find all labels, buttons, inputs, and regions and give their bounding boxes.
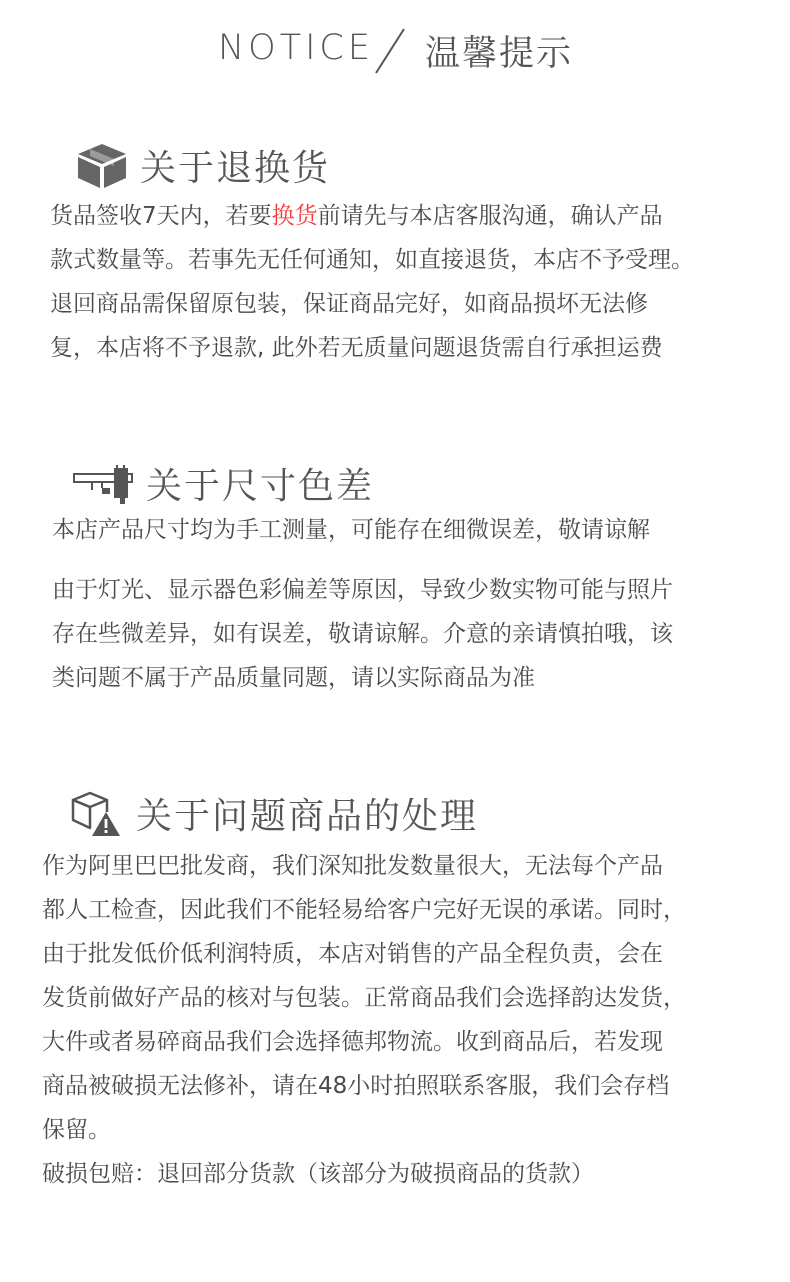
- damaged-line-5: 大件或者易碎商品我们会选择德邦物流。收到商品后，若发现: [42, 1029, 663, 1055]
- notice-title-cn: 温馨提示: [425, 34, 574, 74]
- damaged-line-7: 保留。: [42, 1117, 111, 1143]
- notice-title-en: NOTICE: [218, 28, 374, 68]
- returns-line-3: 退回商品需保留原包装，保证商品完好，如商品损坏无法修: [50, 291, 648, 317]
- section-returns-title: 关于退换货: [140, 148, 331, 189]
- returns-line-1a: 货品签收7天内，若要: [50, 203, 272, 229]
- returns-line-1b: 前请先与本店客服沟通，确认产品: [317, 203, 663, 229]
- damaged-line-4: 发货前做好产品的核对与包装。正常商品我们会选择韵达发货，: [42, 985, 686, 1011]
- caliper-icon: [72, 464, 136, 504]
- size-line-2: 存在些微差异，如有误差，敬请谅解。介意的亲请慎拍哦，该: [52, 621, 673, 647]
- size-text-1: 本店产品尺寸均为手工测量，可能存在细微误差，敬请谅解: [52, 517, 650, 543]
- damaged-line-1: 作为阿里巴巴批发商，我们深知批发数量很大，无法每个产品: [42, 853, 663, 879]
- damaged-line-6: 商品被破损无法修补，请在48小时拍照联系客服，我们会存档: [42, 1073, 670, 1099]
- returns-line-2: 款式数量等。若事先无任何通知，如直接退货，本店不予受理。: [50, 247, 694, 273]
- damaged-text: [42, 844, 686, 1196]
- damaged-box-warning-icon: [70, 790, 122, 838]
- size-line-3: 类问题不属于产品质量同题，请以实际商品为准: [52, 665, 535, 691]
- section-size-heading: [72, 458, 374, 509]
- section-damaged-heading: [70, 788, 478, 839]
- damaged-line-2: 都人工检查，因此我们不能轻易给客户完好无误的承诺。同时，: [42, 897, 686, 923]
- damaged-line-3: 由于批发低价低利润特质，本店对销售的产品全程负责，会在: [42, 941, 663, 967]
- package-box-icon: [76, 142, 128, 190]
- size-text-2: [52, 568, 673, 700]
- damaged-line-8: 破损包赔：退回部分货款（该部分为破损商品的货款）: [42, 1161, 594, 1187]
- returns-highlight-exchange: 换货: [271, 203, 318, 229]
- size-line-1: 由于灯光、显示器色彩偏差等原因，导致少数实物可能与照片: [52, 577, 673, 603]
- slash-divider: [370, 26, 410, 76]
- notice-header: [0, 22, 790, 82]
- section-size-title: 关于尺寸色差: [146, 466, 375, 507]
- section-returns-heading: [76, 140, 330, 191]
- section-damaged-title: 关于问题商品的处理: [136, 796, 479, 837]
- returns-text: [50, 194, 694, 370]
- returns-line-4: 复，本店将不予退款, 此外若无质量问题退货需自行承担运费: [50, 335, 663, 361]
